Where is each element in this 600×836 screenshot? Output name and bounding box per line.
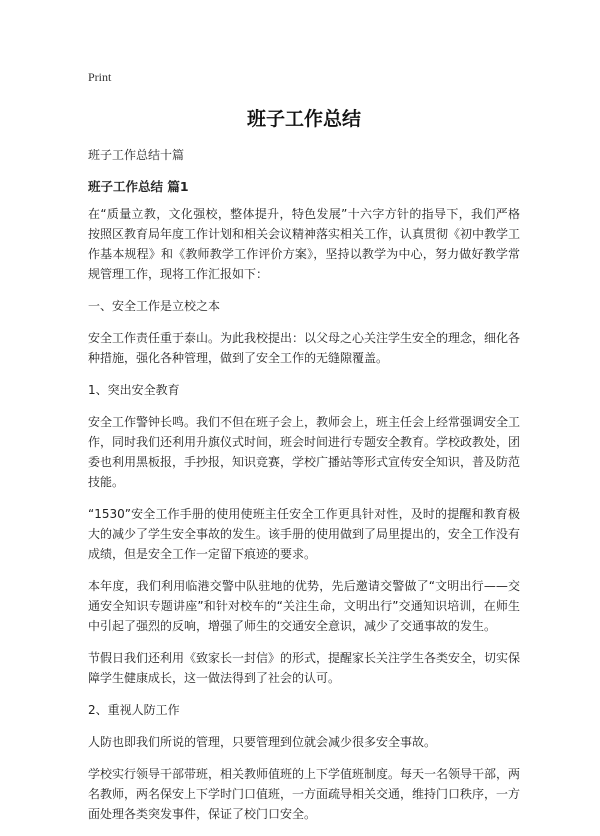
print-link[interactable]: Print	[88, 70, 112, 84]
duty-schedule-paragraph: 学校实行领导干部带班，相关教师值班的上下学值班制度。每天一名领导干部，两名教师，两名保安上下学时门口值班，一方面疏导相关交通，维持门口秩序，一方面处理各类突发事件，保证了校门口安全。	[88, 767, 521, 821]
heading-safety-education: 1、突出安全教育	[88, 383, 180, 397]
safety-responsibility-paragraph: 安全工作责任重于泰山。为此我校提出：以父母之心关注学生安全的理念，细化各种措施，强化各种管理，做到了安全工作的无缝隙覆盖。	[88, 331, 521, 365]
holiday-letter-paragraph: 节假日我们还利用《致家长一封信》的形式，提醒家长关注学生各类安全，切实保障学生健康成长，这一做法得到了社会的认可。	[88, 651, 521, 685]
page-title: 班子工作总结	[246, 108, 361, 130]
intro-paragraph: 在“质量立教，文化强校，整体提升，特色发展”十六字方针的指导下，我们严格按照区教育局年度工作计划和相关会议精神落实相关工作，认真贯彻《初中教学工作基本规程》和《教师教学工作评价方案》，坚持以教学为中心，努力做好教学常规管理工作，现将工作汇报如下：	[88, 207, 521, 281]
section-heading: 班子工作总结 篇1	[88, 179, 189, 194]
safety-handbook-paragraph: “1530”安全工作手册的使用使班主任安全工作更具针对性，及时的提醒和教育极大的减少了学生安全事故的发生。该手册的使用做到了局里提出的，安全工作没有成绩，但是安全工作一定留下痕迹的要求。	[88, 507, 521, 561]
management-paragraph: 人防也即我们所说的管理，只要管理到位就会减少很多安全事故。	[88, 735, 437, 749]
document-page	[88, 66, 520, 836]
safety-education-paragraph: 安全工作警钟长鸣。我们不但在班子会上，教师会上，班主任会上经常强调安全工作，同时我们还利用升旗仪式时间，班会时间进行专题安全教育。学校政教处，团委也利用黑板报，手抄报，知识竞赛，学校广播站等形式宣传安全知识，普及防范技能。	[88, 415, 521, 489]
traffic-safety-paragraph: 本年度，我们利用临港交警中队驻地的优势，先后邀请交警做了“文明出行——交通安全知识专题讲座”和针对校车的“关注生命，文明出行”交通知识培训，在师生中引起了强烈的反响，增强了师生的交通安全意识，减少了交通事故的发生。	[88, 579, 520, 633]
heading-personnel-defense: 2、重视人防工作	[88, 703, 180, 717]
heading-safety-foundation: 一、安全工作是立校之本	[88, 299, 221, 313]
document-subtitle: 班子工作总结十篇	[88, 148, 185, 162]
